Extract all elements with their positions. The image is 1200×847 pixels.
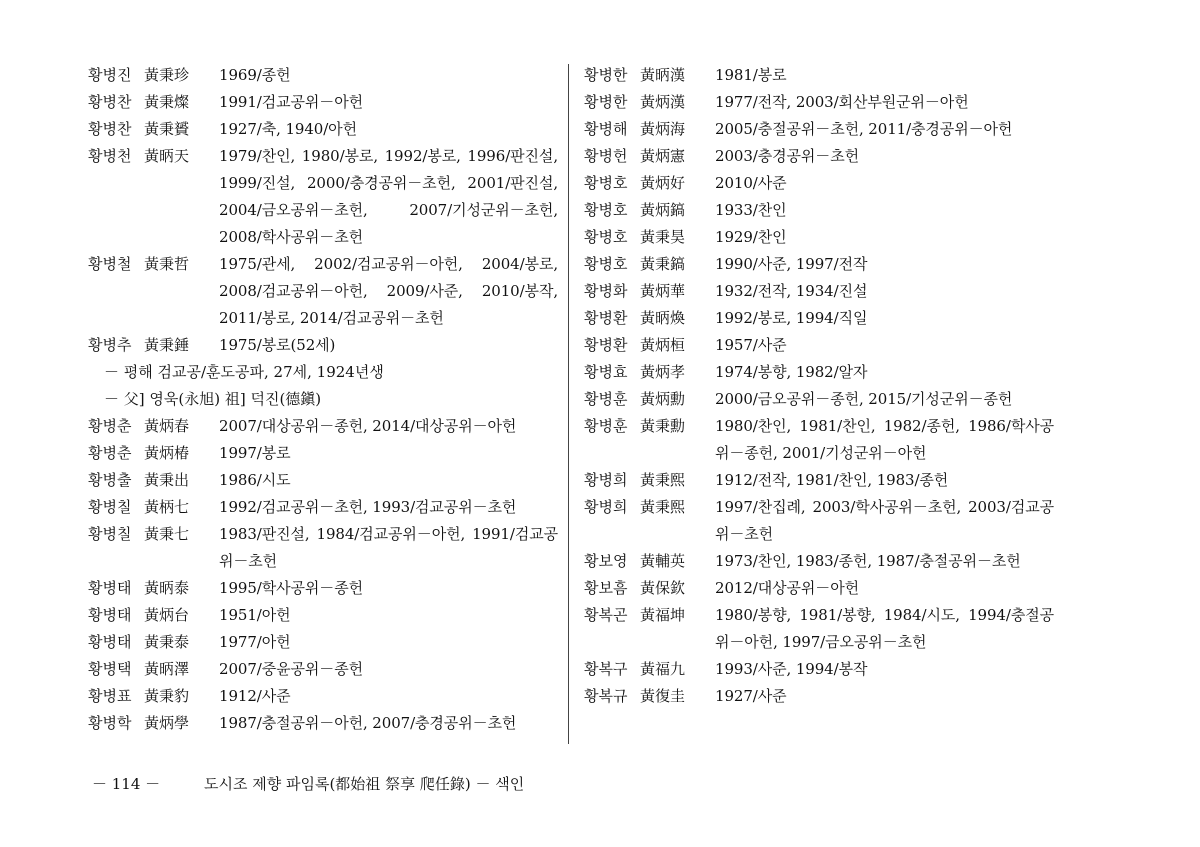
entry-hanja: 黃保欽 bbox=[640, 579, 686, 597]
entry-details: 2000/금오공위－종헌, 2015/기성군위－종헌 bbox=[715, 390, 1013, 408]
entry-hanja: 黃炳春 bbox=[144, 417, 190, 435]
index-entry bbox=[88, 89, 558, 116]
entry-hanja: 黃秉珍 bbox=[144, 66, 190, 84]
index-entry bbox=[584, 602, 1054, 656]
entry-details: 1983/판진설, 1984/검교공위－아헌, 1991/검교공위－초헌 bbox=[219, 525, 558, 570]
index-entry bbox=[88, 143, 558, 251]
entry-details: 2012/대상공위－아헌 bbox=[715, 579, 859, 597]
entry-details: 2007/대상공위－종헌, 2014/대상공위－아헌 bbox=[219, 417, 517, 435]
entry-hanja: 黃炳華 bbox=[640, 282, 686, 300]
entry-name: 황병태 bbox=[88, 579, 132, 597]
index-entry bbox=[584, 305, 1054, 332]
index-entry bbox=[584, 656, 1054, 683]
index-entry bbox=[584, 413, 1054, 467]
entry-name: 황병칠 bbox=[88, 525, 132, 543]
entry-details: 1992/봉로, 1994/직일 bbox=[715, 309, 868, 327]
entry-details: 1980/봉향, 1981/봉향, 1984/시도, 1994/충절공위－아헌, 1997/금오공위－초헌 bbox=[715, 606, 1054, 651]
entry-name: 황복곤 bbox=[584, 606, 628, 624]
entry-name: 황병훈 bbox=[584, 390, 628, 408]
entry-details: 1995/학사공위－종헌 bbox=[219, 579, 363, 597]
entry-name: 황병태 bbox=[88, 633, 132, 651]
entry-details: 1981/봉로 bbox=[715, 66, 787, 84]
index-entry bbox=[584, 197, 1054, 224]
entry-name: 황복규 bbox=[584, 687, 628, 705]
index-entry bbox=[88, 413, 558, 440]
index-entry bbox=[584, 251, 1054, 278]
entry-hanja: 黃炳海 bbox=[640, 120, 686, 138]
index-entry bbox=[584, 89, 1054, 116]
entry-name: 황병추 bbox=[88, 336, 132, 354]
index-entry bbox=[88, 710, 558, 737]
entry-details: 1979/찬인, 1980/봉로, 1992/봉로, 1996/판진설, 1999/진설, 2000/충경공위－초헌, 2001/판진설, 2004/금오공위－초헌, 2007/기성군위－초헌, 2008/학사공위－초헌 bbox=[219, 147, 558, 246]
entry-hanja: 黃秉豹 bbox=[144, 687, 190, 705]
book-title: 도시조 제향 파임록(都始祖 祭享 爬任錄) － 색인 bbox=[204, 775, 525, 793]
entry-details: 2003/충경공위－초헌 bbox=[715, 147, 859, 165]
entry-hanja: 黃秉熙 bbox=[640, 498, 686, 516]
entry-details: 1975/봉로(52세) bbox=[219, 336, 336, 354]
entry-details: 1993/사준, 1994/봉작 bbox=[715, 660, 868, 678]
entry-hanja: 黃復圭 bbox=[640, 687, 686, 705]
entry-details: 2010/사준 bbox=[715, 174, 787, 192]
entry-hanja: 黃炳孝 bbox=[640, 363, 686, 381]
entry-name: 황병표 bbox=[88, 687, 132, 705]
entry-hanja: 黃秉七 bbox=[144, 525, 190, 543]
entry-name: 황복구 bbox=[584, 660, 628, 678]
entry-name: 황병춘 bbox=[88, 417, 132, 435]
entry-details: 1975/관세, 2002/검교공위－아헌, 2004/봉로, 2008/검교공위－아헌, 2009/사준, 2010/봉작, 2011/봉로, 2014/검교공위－초헌 bbox=[219, 255, 558, 327]
page-number: － 114 － bbox=[92, 775, 161, 793]
entry-details: 1997/봉로 bbox=[219, 444, 291, 462]
index-entry bbox=[88, 62, 558, 89]
entry-name: 황병춘 bbox=[88, 444, 132, 462]
left-column bbox=[88, 62, 558, 737]
index-entry bbox=[584, 332, 1054, 359]
index-entry bbox=[88, 494, 558, 521]
entry-name: 황병호 bbox=[584, 174, 628, 192]
index-entry bbox=[88, 251, 558, 332]
entry-hanja: 黃炳漢 bbox=[640, 93, 686, 111]
entry-name: 황병희 bbox=[584, 471, 628, 489]
index-entry bbox=[88, 629, 558, 656]
entry-name: 황병찬 bbox=[88, 120, 132, 138]
entry-details: 1991/검교공위－아헌 bbox=[219, 93, 363, 111]
entry-name: 황병진 bbox=[88, 66, 132, 84]
entry-details: 1974/봉향, 1982/알자 bbox=[715, 363, 868, 381]
note-list bbox=[88, 359, 558, 413]
entry-name: 황병철 bbox=[88, 255, 132, 273]
entry-hanja: 黃昞漢 bbox=[640, 66, 686, 84]
entry-details: 1933/찬인 bbox=[715, 201, 787, 219]
entry-hanja: 黃炳學 bbox=[144, 714, 190, 732]
index-entry bbox=[584, 143, 1054, 170]
entry-details: 1912/사준 bbox=[219, 687, 291, 705]
entry-hanja: 黃炳憲 bbox=[640, 147, 686, 165]
entry-hanja: 黃秉泰 bbox=[144, 633, 190, 651]
index-entry bbox=[88, 332, 558, 359]
entry-note: － 평해 검교공/훈도공파, 27세, 1924년생 bbox=[104, 363, 384, 381]
entry-hanja: 黃炳台 bbox=[144, 606, 190, 624]
index-entry bbox=[88, 521, 558, 575]
entry-details: 1912/전작, 1981/찬인, 1983/종헌 bbox=[715, 471, 949, 489]
entry-hanja: 黃秉燦 bbox=[144, 93, 190, 111]
entry-details: 1987/충절공위－아헌, 2007/충경공위－초헌 bbox=[219, 714, 517, 732]
index-entry bbox=[88, 602, 558, 629]
entry-hanja: 黃秉哲 bbox=[144, 255, 190, 273]
index-entry bbox=[584, 683, 1054, 710]
index-entry bbox=[584, 359, 1054, 386]
index-entry bbox=[88, 656, 558, 683]
entry-details: 1927/축, 1940/아헌 bbox=[219, 120, 357, 138]
entry-hanja: 黃秉熙 bbox=[640, 471, 686, 489]
entry-name: 황병화 bbox=[584, 282, 628, 300]
entry-details: 1927/사준 bbox=[715, 687, 787, 705]
index-entry bbox=[584, 575, 1054, 602]
index-entry bbox=[88, 683, 558, 710]
page-footer bbox=[92, 773, 524, 794]
entry-name: 황병호 bbox=[584, 228, 628, 246]
entry-details: 1977/전작, 2003/회산부원군위－아헌 bbox=[715, 93, 969, 111]
index-entry bbox=[584, 467, 1054, 494]
index-entry bbox=[584, 548, 1054, 575]
entry-list bbox=[88, 413, 558, 737]
entry-hanja: 黃炳好 bbox=[640, 174, 686, 192]
entry-name: 황병환 bbox=[584, 336, 628, 354]
entry-details: 1997/찬집례, 2003/학사공위－초헌, 2003/검교공위－초헌 bbox=[715, 498, 1054, 543]
entry-hanja: 黃秉贇 bbox=[144, 120, 190, 138]
entry-name: 황보흠 bbox=[584, 579, 628, 597]
index-entry bbox=[584, 62, 1054, 89]
entry-name: 황병한 bbox=[584, 66, 628, 84]
index-entry bbox=[584, 170, 1054, 197]
entry-name: 황병택 bbox=[88, 660, 132, 678]
entry-details: 1929/찬인 bbox=[715, 228, 787, 246]
entry-name: 황병태 bbox=[88, 606, 132, 624]
entry-hanja: 黃炳勳 bbox=[640, 390, 686, 408]
entry-hanja: 黃炳椿 bbox=[144, 444, 190, 462]
entry-hanja: 黃昞煥 bbox=[640, 309, 686, 327]
right-column bbox=[584, 62, 1054, 710]
entry-hanja: 黃秉出 bbox=[144, 471, 190, 489]
entry-details: 1951/아헌 bbox=[219, 606, 291, 624]
entry-name: 황병호 bbox=[584, 255, 628, 273]
entry-list bbox=[584, 62, 1054, 710]
entry-hanja: 黃柄七 bbox=[144, 498, 190, 516]
index-entry bbox=[88, 467, 558, 494]
index-entry bbox=[88, 116, 558, 143]
index-entry bbox=[584, 278, 1054, 305]
entry-name: 황병훈 bbox=[584, 417, 628, 435]
entry-list bbox=[88, 62, 558, 359]
entry-name: 황병해 bbox=[584, 120, 628, 138]
entry-details: 1932/전작, 1934/진설 bbox=[715, 282, 868, 300]
entry-hanja: 黃炳鎬 bbox=[640, 201, 686, 219]
entry-hanja: 黃炳桓 bbox=[640, 336, 686, 354]
entry-name: 황보영 bbox=[584, 552, 628, 570]
entry-hanja: 黃輔英 bbox=[640, 552, 686, 570]
entry-name: 황병학 bbox=[88, 714, 132, 732]
index-entry bbox=[584, 386, 1054, 413]
entry-details: 1986/시도 bbox=[219, 471, 291, 489]
entry-details: 1957/사준 bbox=[715, 336, 787, 354]
entry-note: － 父] 영욱(永旭) 祖] 덕진(德鎭) bbox=[104, 390, 322, 408]
entry-hanja: 黃昞天 bbox=[144, 147, 190, 165]
entry-hanja: 黃秉錘 bbox=[144, 336, 190, 354]
entry-details: 2007/중윤공위－종헌 bbox=[219, 660, 363, 678]
entry-details: 1980/찬인, 1981/찬인, 1982/종헌, 1986/학사공위－종헌, 2001/기성군위－아헌 bbox=[715, 417, 1054, 462]
entry-details: 1992/검교공위－초헌, 1993/검교공위－초헌 bbox=[219, 498, 517, 516]
entry-name: 황병한 bbox=[584, 93, 628, 111]
entry-name: 황병헌 bbox=[584, 147, 628, 165]
entry-hanja: 黃福坤 bbox=[640, 606, 686, 624]
entry-details: 1969/종헌 bbox=[219, 66, 291, 84]
index-entry bbox=[584, 116, 1054, 143]
entry-name: 황병천 bbox=[88, 147, 132, 165]
column-divider bbox=[568, 64, 569, 744]
entry-name: 황병칠 bbox=[88, 498, 132, 516]
entry-name: 황병출 bbox=[88, 471, 132, 489]
entry-name: 황병환 bbox=[584, 309, 628, 327]
entry-hanja: 黃秉昊 bbox=[640, 228, 686, 246]
entry-details: 1977/아헌 bbox=[219, 633, 291, 651]
entry-hanja: 黃昞泰 bbox=[144, 579, 190, 597]
entry-hanja: 黃秉勳 bbox=[640, 417, 686, 435]
index-entry bbox=[88, 440, 558, 467]
entry-name: 황병찬 bbox=[88, 93, 132, 111]
index-entry bbox=[88, 575, 558, 602]
entry-name: 황병희 bbox=[584, 498, 628, 516]
index-entry bbox=[584, 224, 1054, 251]
entry-name: 황병효 bbox=[584, 363, 628, 381]
entry-hanja: 黃福九 bbox=[640, 660, 686, 678]
entry-details: 2005/충절공위－초헌, 2011/충경공위－아헌 bbox=[715, 120, 1013, 138]
index-entry bbox=[584, 494, 1054, 548]
entry-details: 1990/사준, 1997/전작 bbox=[715, 255, 868, 273]
entry-name: 황병호 bbox=[584, 201, 628, 219]
entry-hanja: 黃秉鎬 bbox=[640, 255, 686, 273]
entry-details: 1973/찬인, 1983/종헌, 1987/충절공위－초헌 bbox=[715, 552, 1021, 570]
entry-hanja: 黃昞澤 bbox=[144, 660, 190, 678]
